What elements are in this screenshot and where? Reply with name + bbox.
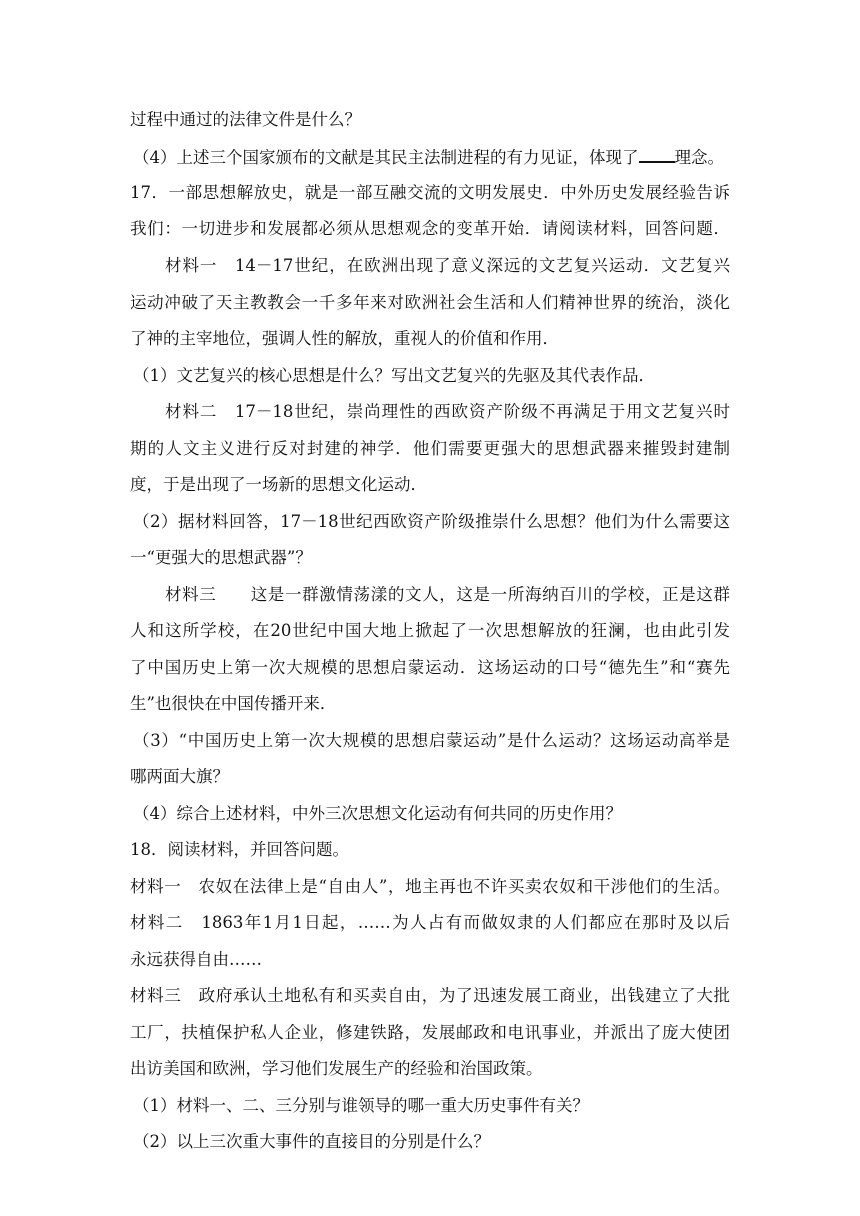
q17-material-1-line-2: 运动冲破了天主教教会一千多年来对欧洲社会生活和人们精神世界的统治，淡化	[130, 293, 730, 312]
q17-intro-line-1: 17．一部思想解放史，就是一部互融交流的文明发展史．中外历史发展经验告诉	[130, 183, 730, 202]
q17-material-3-line-2: 人和这所学校，在20世纪中国大地上掀起了一次思想解放的狂澜，也由此引发	[130, 621, 730, 640]
q18-question-1: （1）材料一、二、三分别与谁领导的哪一重大历史事件有关？	[133, 1096, 589, 1115]
q17-intro-line-2: 我们：一切进步和发展都必须从思想观念的变革开始．请阅读材料，回答问题．	[130, 219, 730, 238]
q16-question-4	[133, 147, 730, 168]
q17-material-1-line-1: 材料一 14－17世纪，在欧洲出现了意义深远的文艺复兴运动．文艺复兴	[165, 256, 730, 275]
q18-material-3-line-1: 材料三 政府承认土地私有和买卖自由，为了迅速发展工商业，出钱建立了大批	[130, 986, 730, 1005]
q17-question-4: （4）综合上述材料，中外三次思想文化运动有何共同的历史作用？	[133, 804, 622, 823]
q17-question-1: （1）文艺复兴的核心思想是什么？写出文艺复兴的先驱及其代表作品．	[133, 366, 655, 385]
q17-material-2-line-3: 度，于是出现了一场新的思想文化运动．	[130, 475, 427, 494]
q18-material-3-line-3: 出访美国和欧洲，学习他们发展生产的经验和治国政策。	[130, 1059, 543, 1078]
q17-material-2-line-2: 期的人文主义进行反对封建的神学．他们需要更强大的思想武器来摧毁封建制	[130, 439, 730, 458]
q17-question-3-line-1: （3）“中国历史上第一次大规模的思想启蒙运动”是什么运动？这场运动高举是	[133, 731, 730, 750]
q18-material-1: 材料一 农奴在法律上是“自由人”，地主再也不许买卖农奴和干涉他们的生活。	[130, 877, 730, 896]
q18-material-2-line-2: 永远获得自由……	[130, 950, 262, 969]
q16-question-4-end: 理念。	[674, 148, 724, 167]
q16-question-4-text: （4）上述三个国家颁布的文献是其民主法制进程的有力见证，体现了	[133, 148, 639, 167]
q18-material-2-line-1: 材料二 1863年1月1日起，……为人占有而做奴隶的人们都应在那时及以后	[130, 913, 730, 932]
q17-question-3-line-2: 哪两面大旗？	[130, 767, 229, 786]
q18-material-3-line-2: 工厂，扶植保护私人企业，修建铁路，发展邮政和电讯事业，并派出了庞大使团	[130, 1023, 730, 1042]
q17-material-3-line-1: 材料三 这是一群激情荡漾的文人，这是一所海纳百川的学校，正是这群	[165, 585, 730, 604]
q18-title: 18．阅读材料，并回答问题。	[130, 840, 349, 859]
q17-material-3-line-3: 了中国历史上第一次大规模的思想启蒙运动．这场运动的口号“德先生”和“赛先	[130, 658, 730, 677]
q16-text-line: 过程中通过的法律文件是什么？	[130, 110, 361, 129]
q17-question-2-line-2: 一“更强大的思想武器”？	[130, 548, 312, 567]
q17-material-1-line-3: 了神的主宰地位，强调人性的解放，重视人的价值和作用．	[130, 329, 559, 348]
answer-blank	[639, 147, 675, 163]
q17-question-2-line-1: （2）据材料回答，17－18世纪西欧资产阶级推崇什么思想？他们为什么需要这	[133, 512, 730, 531]
q17-material-3-line-4: 生”也很快在中国传播开来．	[130, 694, 337, 713]
q18-question-2: （2）以上三次重大事件的直接目的分别是什么？	[133, 1132, 490, 1151]
q17-material-2-line-1: 材料二 17－18世纪，崇尚理性的西欧资产阶级不再满足于用文艺复兴时	[165, 402, 730, 421]
